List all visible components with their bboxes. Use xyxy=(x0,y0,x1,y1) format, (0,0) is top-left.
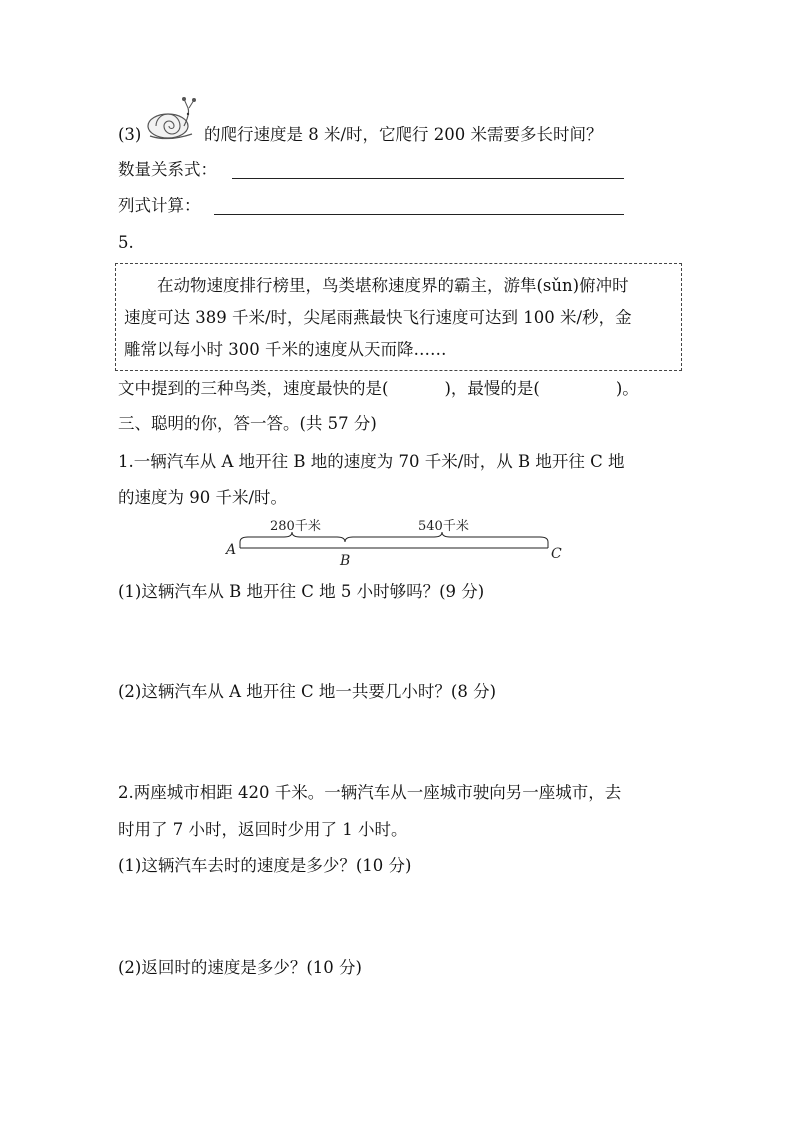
passage-line-1: 在动物速度排行榜里，鸟类堪称速度界的霸主，游隼(sǔn)俯冲时 xyxy=(157,276,629,295)
p1-sub2: (2)这辆汽车从 A 地开往 C 地一共要几小时？(8 分) xyxy=(118,682,497,701)
snail-icon xyxy=(144,96,198,142)
q5-question xyxy=(118,378,639,400)
point-b: B xyxy=(340,553,351,569)
p2-line2: 时用了 7 小时，返回时少用了 1 小时。 xyxy=(118,820,408,839)
q3-relation-label: 数量关系式： xyxy=(118,160,217,179)
label-ab: 280千米 xyxy=(270,519,321,534)
p2-sub1: (1)这辆汽车去时的速度是多少？(10 分) xyxy=(118,856,412,875)
point-a: A xyxy=(226,542,237,558)
reading-passage-box xyxy=(115,263,682,371)
section-heading: 三、聪明的你，答一答。(共 57 分) xyxy=(118,414,377,433)
point-c: C xyxy=(551,546,562,562)
distance-diagram xyxy=(222,515,572,570)
passage-line-2: 速度可达 389 千米/时，尖尾雨燕最快飞行速度可达到 100 米/秒，金 xyxy=(124,308,632,327)
calc-answer-line[interactable] xyxy=(214,214,624,215)
q3-number: (3) xyxy=(118,125,142,144)
p2-sub2: (2)返回时的速度是多少？(10 分) xyxy=(118,958,362,977)
passage-line-3: 雕常以每小时 300 千米的速度从天而降…… xyxy=(124,340,447,359)
q5-question-part1: 文中提到的三种鸟类，速度最快的是( xyxy=(118,379,389,398)
p1-line2: 的速度为 90 千米/时。 xyxy=(118,488,288,507)
p1-line1: 1.一辆汽车从 A 地开往 B 地的速度为 70 千米/时，从 B 地开往 C 地 xyxy=(118,452,625,471)
q5-question-part2: )，最慢的是( xyxy=(444,379,540,398)
label-bc: 540千米 xyxy=(418,519,469,534)
p2-line1: 2.两座城市相距 420 千米。一辆汽车从一座城市驶向另一座城市，去 xyxy=(118,783,622,802)
q3-question: 的爬行速度是 8 米/时，它爬行 200 米需要多长时间？ xyxy=(204,125,603,144)
q3-line xyxy=(118,124,141,146)
relation-answer-line[interactable] xyxy=(232,178,624,179)
q5-number: 5. xyxy=(118,233,134,252)
q3-calc-label: 列式计算： xyxy=(118,196,201,215)
q5-question-part3: )。 xyxy=(615,379,639,398)
p1-sub1: (1)这辆汽车从 B 地开往 C 地 5 小时够吗？(9 分) xyxy=(118,582,485,601)
reading-passage xyxy=(124,270,672,366)
